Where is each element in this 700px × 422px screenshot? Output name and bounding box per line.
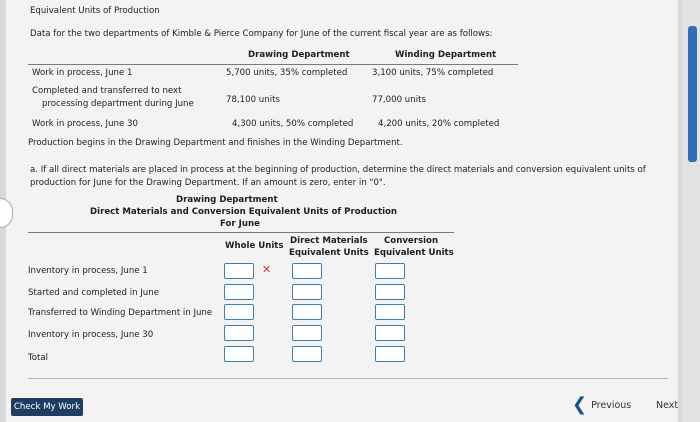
dm-eu-input[interactable] [292,325,322,341]
whole-units-total-input[interactable] [224,346,254,362]
header-rule [28,64,518,65]
drawing-value: 78,100 units [226,95,280,105]
scrollbar-thumb[interactable] [688,26,697,162]
whole-units-header: Whole Units [225,241,284,251]
answer-row-label: Inventory in process, June 1 [28,266,148,276]
previous-button[interactable] [572,396,631,414]
whole-units-input[interactable] [224,304,254,320]
answer-row-label: Started and completed in June [28,288,159,298]
answer-row-label: Transferred to Winding Department in June [28,308,213,318]
drawing-value: 4,300 units, 50% completed [232,119,354,129]
intro-text: Data for the two departments of Kimble & Pierce Company for June of the current fiscal year are as follows: [30,29,493,39]
dm-eu-total-input[interactable] [292,346,322,362]
winding-value: 77,000 units [372,95,426,105]
dm-eu-input[interactable] [292,304,322,320]
conv-eu-input[interactable] [375,325,405,341]
row-label: Work in process, June 30 [32,119,138,129]
answer-title-period: For June [220,219,260,229]
check-my-work-button[interactable]: Check My Work [11,398,83,416]
whole-units-input[interactable] [224,284,254,300]
section-title: Equivalent Units of Production [30,6,160,16]
answer-title-dept: Drawing Department [176,195,278,205]
drawing-value: 5,700 units, 35% completed [226,68,348,78]
winding-col-header: Winding Department [395,50,497,60]
conv-eu-input[interactable] [375,284,405,300]
chevron-left-icon: ❮ [572,394,588,415]
next-label: Next [656,399,679,411]
answer-title: Direct Materials and Conversion Equivalent Units of Production [90,207,398,217]
answer-row-label: Inventory in process, June 30 [28,330,154,340]
winding-value: 3,100 units, 75% completed [372,68,494,78]
conv-header: Conversion [384,236,439,246]
previous-label: Previous [591,399,632,411]
footer-divider [28,378,668,379]
conv-header-cont: Equivalent Units [374,248,454,258]
whole-units-input[interactable] [224,325,254,341]
whole-units-input[interactable] [224,263,254,279]
question-text-cont: production for June for the Drawing Department. If an amount is zero, enter in "0". [30,178,386,188]
question-page [6,0,678,422]
row-label: Work in process, June 1 [32,68,133,78]
drawing-col-header: Drawing Department [248,50,350,60]
dm-eu-input[interactable] [292,263,322,279]
conv-eu-input[interactable] [375,263,405,279]
dm-eu-input[interactable] [292,284,322,300]
winding-value: 4,200 units, 20% completed [378,119,500,129]
dm-header-cont: Equivalent Units [289,248,369,258]
conv-eu-total-input[interactable] [375,346,405,362]
answer-row-label-total: Total [28,353,49,363]
answer-header-rule [28,232,454,233]
conv-eu-input[interactable] [375,304,405,320]
production-note: Production begins in the Drawing Department and finishes in the Winding Department. [28,138,403,148]
dm-header: Direct Materials [290,236,368,246]
incorrect-icon: ✕ [262,263,272,276]
row-label: Completed and transferred to next [32,86,182,96]
row-label-cont: processing department during June [42,99,194,109]
scrollbar[interactable] [682,0,700,422]
question-text: a. If all direct materials are placed in process at the beginning of production, determine the direct materials and conversion equivalent units of [30,165,646,175]
